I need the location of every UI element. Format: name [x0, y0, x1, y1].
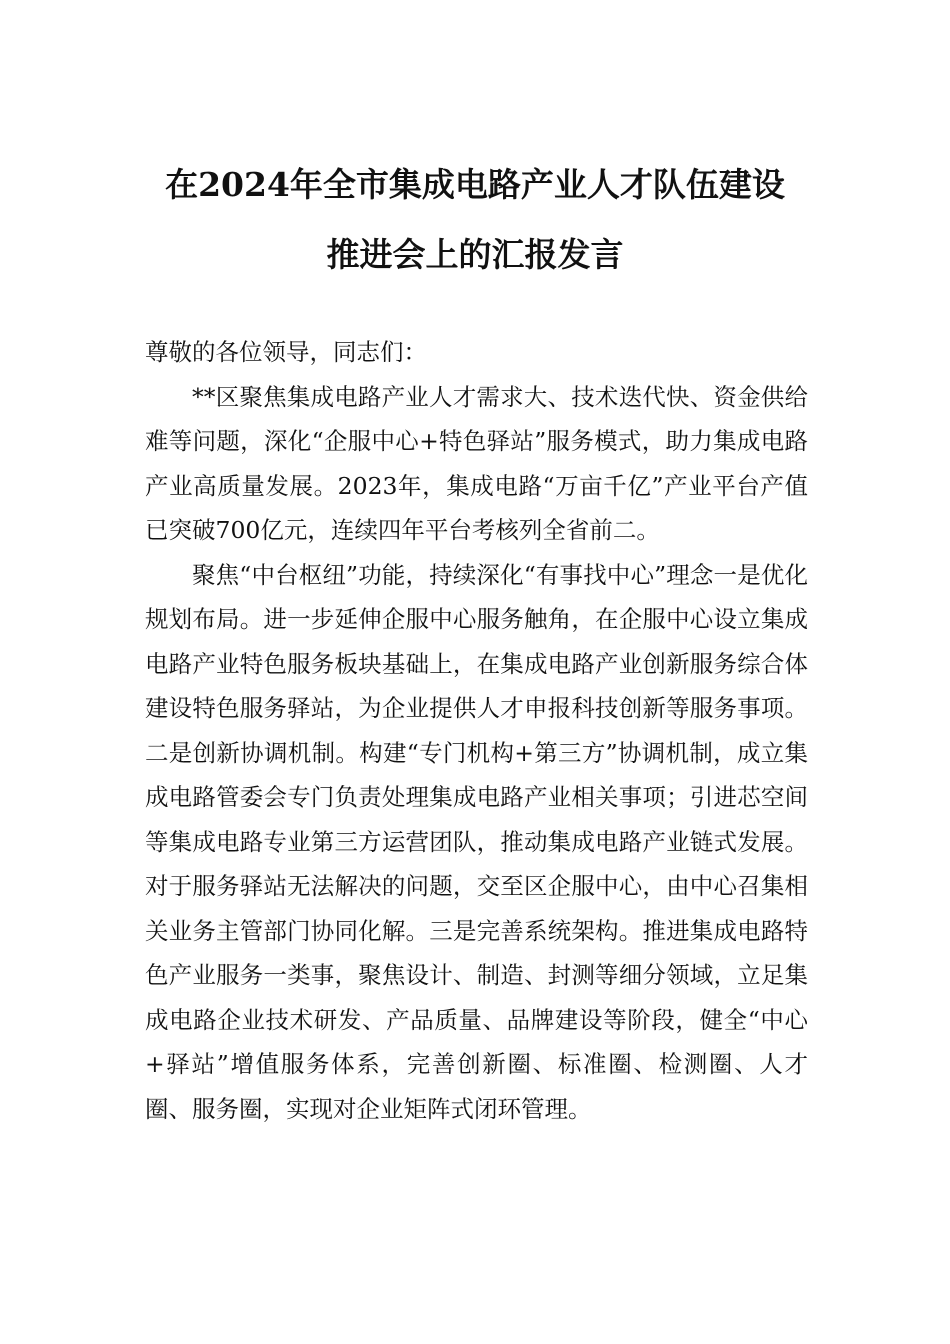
paragraph-main: 聚焦“中台枢纽”功能，持续深化“有事找中心”理念一是优化规划布局。进一步延伸企服中心服务触角，在企服中心设立集成电路产业特色服务板块基础上，在集成电路产业创新服务综合体建设特色服务驿站，为企业提供人才申报科技创新等服务事项。二是创新协调机制。构建“专门机构+第三方”协调机制，成立集成电路管委会专门负责处理集成电路产业相关事项；引进芯空间等集成电路专业第三方运营团队，推动集成电路产业链式发展。对于服务驿站无法解决的问题，交至区企服中心，由中心召集相关业务主管部门协同化解。三是完善系统架构。推进集成电路特色产业服务一类事，聚焦设计、制造、封测等细分领域，立足集成电路企业技术研发、产品质量、品牌建设等阶段，健全“中心+驿站”增值服务体系，完善创新圈、标准圈、检测圈、人才圈、服务圈，实现对企业矩阵式闭环管理。	[145, 560, 808, 1123]
document-body	[145, 330, 808, 1131]
paragraph-intro: **区聚焦集成电路产业人才需求大、技术迭代快、资金供给难等问题，深化“企服中心+特色驿站”服务模式，助力集成电路产业高质量发展。2023年，集成电路“万亩千亿”产业平台产值已突破700亿元，连续四年平台考核列全省前二。	[145, 382, 808, 544]
salutation: 尊敬的各位领导，同志们：	[145, 338, 427, 366]
document-title-line-2: 推进会上的汇报发言	[326, 235, 624, 274]
document-title-line-1: 在2024年全市集成电路产业人才队伍建设	[165, 165, 785, 204]
